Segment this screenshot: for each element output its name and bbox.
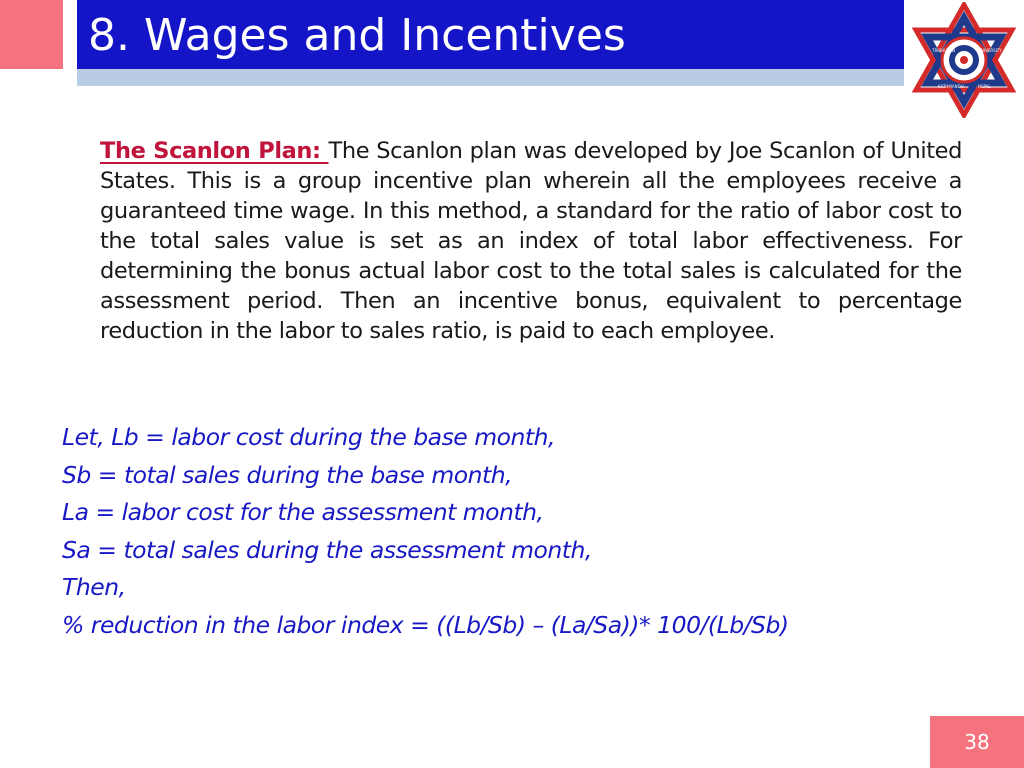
- seal-text-left: TRIBHUVAN: [932, 48, 956, 53]
- scanlon-plan-paragraph: [100, 136, 962, 346]
- page-number: 38: [964, 730, 990, 754]
- formula-block: [62, 419, 789, 644]
- formula-line-la: La = labor cost for the assessment month,: [62, 498, 544, 526]
- formula-line-then: Then,: [62, 573, 126, 601]
- formula-line-lb: Let, Lb = labor cost during the base month,: [62, 423, 555, 451]
- seal-text-bottom-right: NEPAL: [978, 84, 991, 89]
- scanlon-plan-heading: The Scanlon Plan:: [100, 138, 329, 164]
- formula-line-sa: Sa = total sales during the assessment month,: [62, 535, 592, 564]
- formula-line-reduction: % reduction in the labor index = ((Lb/Sb) – (La/Sa))* 100/(Lb/Sb): [62, 610, 789, 639]
- corner-accent-block: [0, 0, 63, 69]
- tribhuvan-university-emblem-icon: [912, 2, 1016, 118]
- formula-line-sb: Sb = total sales during the base month,: [62, 460, 513, 489]
- scanlon-plan-description: The Scanlon plan was developed by Joe Scanlon of United States. This is a group incentive plan wherein all the employees receive a guaranteed time wage. In this method, a standard for the ratio of labor cost to the total sales value is set as an index of total labor effectiveness. For determining the bonus actual labor cost to the total sales is calculated for the assessment period. Then an incentive bonus, equivalent to percentage reduction in the labor to sales ratio, is paid to each employee.: [100, 138, 962, 344]
- title-underline-bar: [77, 69, 904, 86]
- seal-text-bottom-left: KATHMANDU: [938, 84, 964, 89]
- seal-text-right: UNIVERSITY: [978, 48, 1002, 53]
- slide-title: 8. Wages and Incentives: [88, 10, 626, 61]
